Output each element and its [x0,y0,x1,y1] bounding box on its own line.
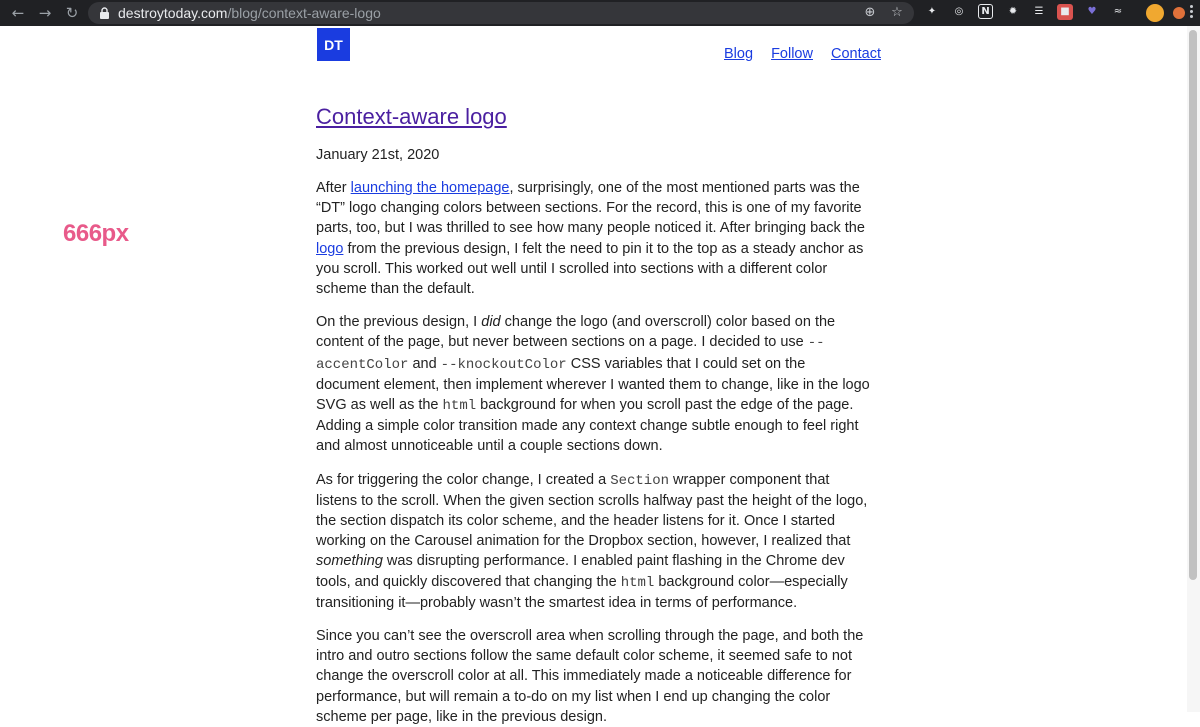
article-date: January 21st, 2020 [316,147,440,163]
p2-text-b: change the logo (and overscroll) color based on the content of the page, but never between sections on a page. I decided to use [316,314,836,351]
p1-text-c: from the previous design, I felt the need to pin it to the top as a steady anchor as you scroll. This worked out well until I scrolled into sections with a different color scheme than the default. [316,240,864,298]
profile-avatar-icon[interactable] [1146,4,1164,22]
code-accent-color: --accentColor [316,335,825,373]
logo-link[interactable]: logo [316,240,344,257]
scrollbar-thumb[interactable] [1189,30,1197,580]
p2-text-e: background for when you scroll past the edge of the page. Adding a simple color transition made any context change subtle enough to feel right and almost unnoticeable until a couple sections down. [316,397,859,455]
paragraph-2 [316,312,872,456]
extension-icon-1[interactable]: ✦ [927,6,937,17]
extension-icon-3[interactable]: N [978,4,993,19]
extension-icon-6[interactable]: ■ [1057,4,1073,20]
p3-emphasis: something [316,553,383,570]
site-nav [724,46,881,62]
url-text [118,2,381,24]
paragraph-4: Since you can’t see the overscroll area when scrolling through the page, and both the intro and outro sections follow the same default color scheme, it seemed safe to not change the overscroll color at all. This immediately made a noticeable difference for performance, but will remain a to-do on my list when I end up changing the color scheme per page, like in the previous design. [316,628,864,725]
code-section: Section [610,472,670,489]
update-icon[interactable] [1173,7,1185,19]
add-icon[interactable]: ⊕ [864,5,876,20]
reload-icon[interactable]: ↻ [65,4,79,22]
site-logo[interactable]: DT [317,28,350,61]
extension-icon-5[interactable]: ☰ [1034,6,1044,17]
nav-contact[interactable]: Contact [831,46,881,62]
forward-icon[interactable]: → [38,4,52,22]
blog-article [316,104,872,727]
p3-text-c: was disrupting performance. I enabled paint flashing in the Chrome dev tools, and quickly discovered that changing the [316,553,845,590]
kebab-menu-icon[interactable] [1186,3,1196,23]
star-icon[interactable]: ☆ [891,5,903,20]
lock-icon [100,7,109,19]
url-path: /blog/context-aware-logo [227,5,381,21]
nav-follow[interactable]: Follow [771,46,813,62]
p2-text-d: CSS variables that I could set on the document element, then implement wherever I wanted them to change, like in the logo SVG as well as the [316,355,870,414]
code-knockout-color: --knockoutColor [440,356,567,373]
p3-text-b: wrapper component that listens to the scroll. When the given section scrolls halfway past the height of the logo, the section dispatch its color scheme, and the header listens for it. Once I started working on the Carousel animation for the Dropbox section, however, I realized that [316,471,868,550]
width-badge: 666px [63,220,129,247]
article-title[interactable]: Context-aware logo [316,104,507,129]
extension-icon-2[interactable]: ◎ [954,6,964,17]
p3-text-d: background color—especially transitioning it—probably wasn’t the smartest idea in terms of performance. [316,573,848,611]
paragraph-1 [316,178,872,299]
extension-icon-8[interactable]: ≈ [1113,6,1123,17]
code-html: html [442,398,477,415]
p1-text-a: After [316,180,351,196]
url-host: destroytoday.com [118,5,228,21]
p2-text-c: and [408,355,441,372]
browser-toolbar [0,0,1200,26]
back-icon[interactable]: ← [11,4,25,22]
code-html-2: html [620,574,655,591]
p3-text-a: As for triggering the color change, I created a [316,471,611,488]
extension-icon-7[interactable]: ♥ [1087,6,1097,17]
nav-blog[interactable]: Blog [724,46,754,62]
p2-text-a: On the previous design, I [316,314,482,331]
launching-homepage-link[interactable]: launching the homepage [350,180,510,196]
p1-text-b: , surprisingly, one of the most mentioned parts was the “DT” logo changing colors between sections. For the record, this is one of my favorite parts, too, but I was thrilled to see how many people noticed it. After bringing back the [316,180,865,237]
paragraph-3 [316,470,872,613]
address-bar[interactable] [88,2,914,24]
extension-icon-4[interactable]: ✹ [1008,6,1018,17]
p2-emphasis: did [481,314,501,331]
